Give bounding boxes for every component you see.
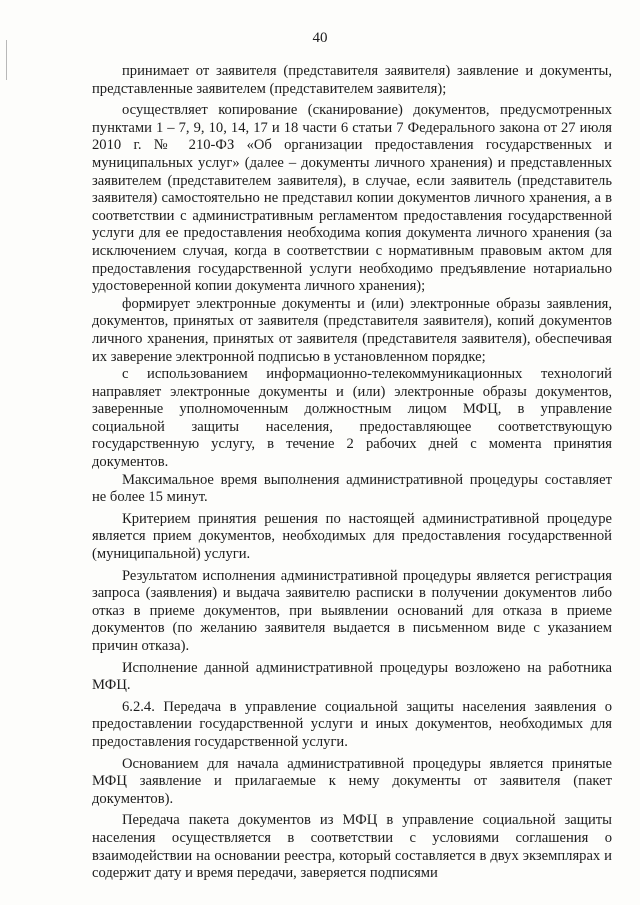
paragraph-copies-documents: осуществляет копирование (сканирование) документов, предусмотренных пунктами 1 – 7, 9, 10, 14, 17 и 18 части 6 статьи 7 Федерального закона от 27 июля 2010 г. № 210-ФЗ «Об организации предоставления государственных и муниципальных услуг» (далее – документы личного хранения) и представленных заявителем (представителем заявителя), в случае, если заявитель (представитель заявителя) самостоятельно не представил копии документов личного хранения, а в соответствии с административным регламентом предоставления государственной услуги для ее предоставления необходима копия документа личного хранения (за исключением случая, когда в соответствии с нормативным правовым актом для предоставления государственной услуги необходимо предъявление нотариально удостоверенной копии документа личного хранения); (92, 102, 612, 295)
paragraph-result: Результатом исполнения административной процедуры является регистрация запроса (заявления) и выдача заявителю расписки в получении документов либо отказ в приеме документов, при выявлении оснований для отказа в приеме документов (по желанию заявителя выдается в письменном виде с указанием причин отказа). (92, 567, 612, 654)
paragraph-transfer: Передача пакета документов из МФЦ в управление социальной защиты населения осуществляется в соответствии с условиями соглашения о взаимодействии на основании реестра, который составляется в двух экземплярах и содержит дату и время передачи, заверяется подписями (92, 812, 612, 882)
paragraph-sends-documents: с использованием информационно-телекоммуникационных технологий направляет электронные документы и (или) электронные образы документов, заверенные уполномоченным должностным лицом МФЦ, в управление социальной защиты населения, предоставляющее соответствующую государственную услугу, в течение 2 рабочих дней с момента принятия документов. (92, 366, 612, 471)
paragraph-forms-electronic-documents: формирует электронные документы и (или) электронные образы заявления, документов, принятых от заявителя (представителя заявителя), копий документов личного хранения, принятых от заявителя (представителя заявителя), обеспечивая их заверение электронной подписью в установленном порядке; (92, 295, 612, 365)
paragraph-basis: Основанием для начала административной процедуры является принятые МФЦ заявление и прилагаемые к нему документы от заявителя (пакет документов). (92, 755, 612, 807)
document-body (92, 63, 612, 887)
paragraph-max-time: Максимальное время выполнения административной процедуры составляет не более 15 минут. (92, 471, 612, 506)
paragraph-responsible: Исполнение данной административной процедуры возложено на работника МФЦ. (92, 659, 612, 694)
page-number: 40 (312, 30, 328, 46)
paragraph-accepts-application: принимает от заявителя (представителя заявителя) заявление и документы, представленные заявителем (представителем заявителя); (92, 63, 612, 97)
section-heading-6-2-4: 6.2.4. Передача в управление социальной защиты населения заявления о предоставлении государственной услуги и иных документов, необходимых для предоставления государственной услуги. (92, 698, 612, 750)
paragraph-decision-criterion: Критерием принятия решения по настоящей административной процедуре является прием документов, необходимых для предоставления государственной (муниципальной) услуги. (92, 510, 612, 563)
